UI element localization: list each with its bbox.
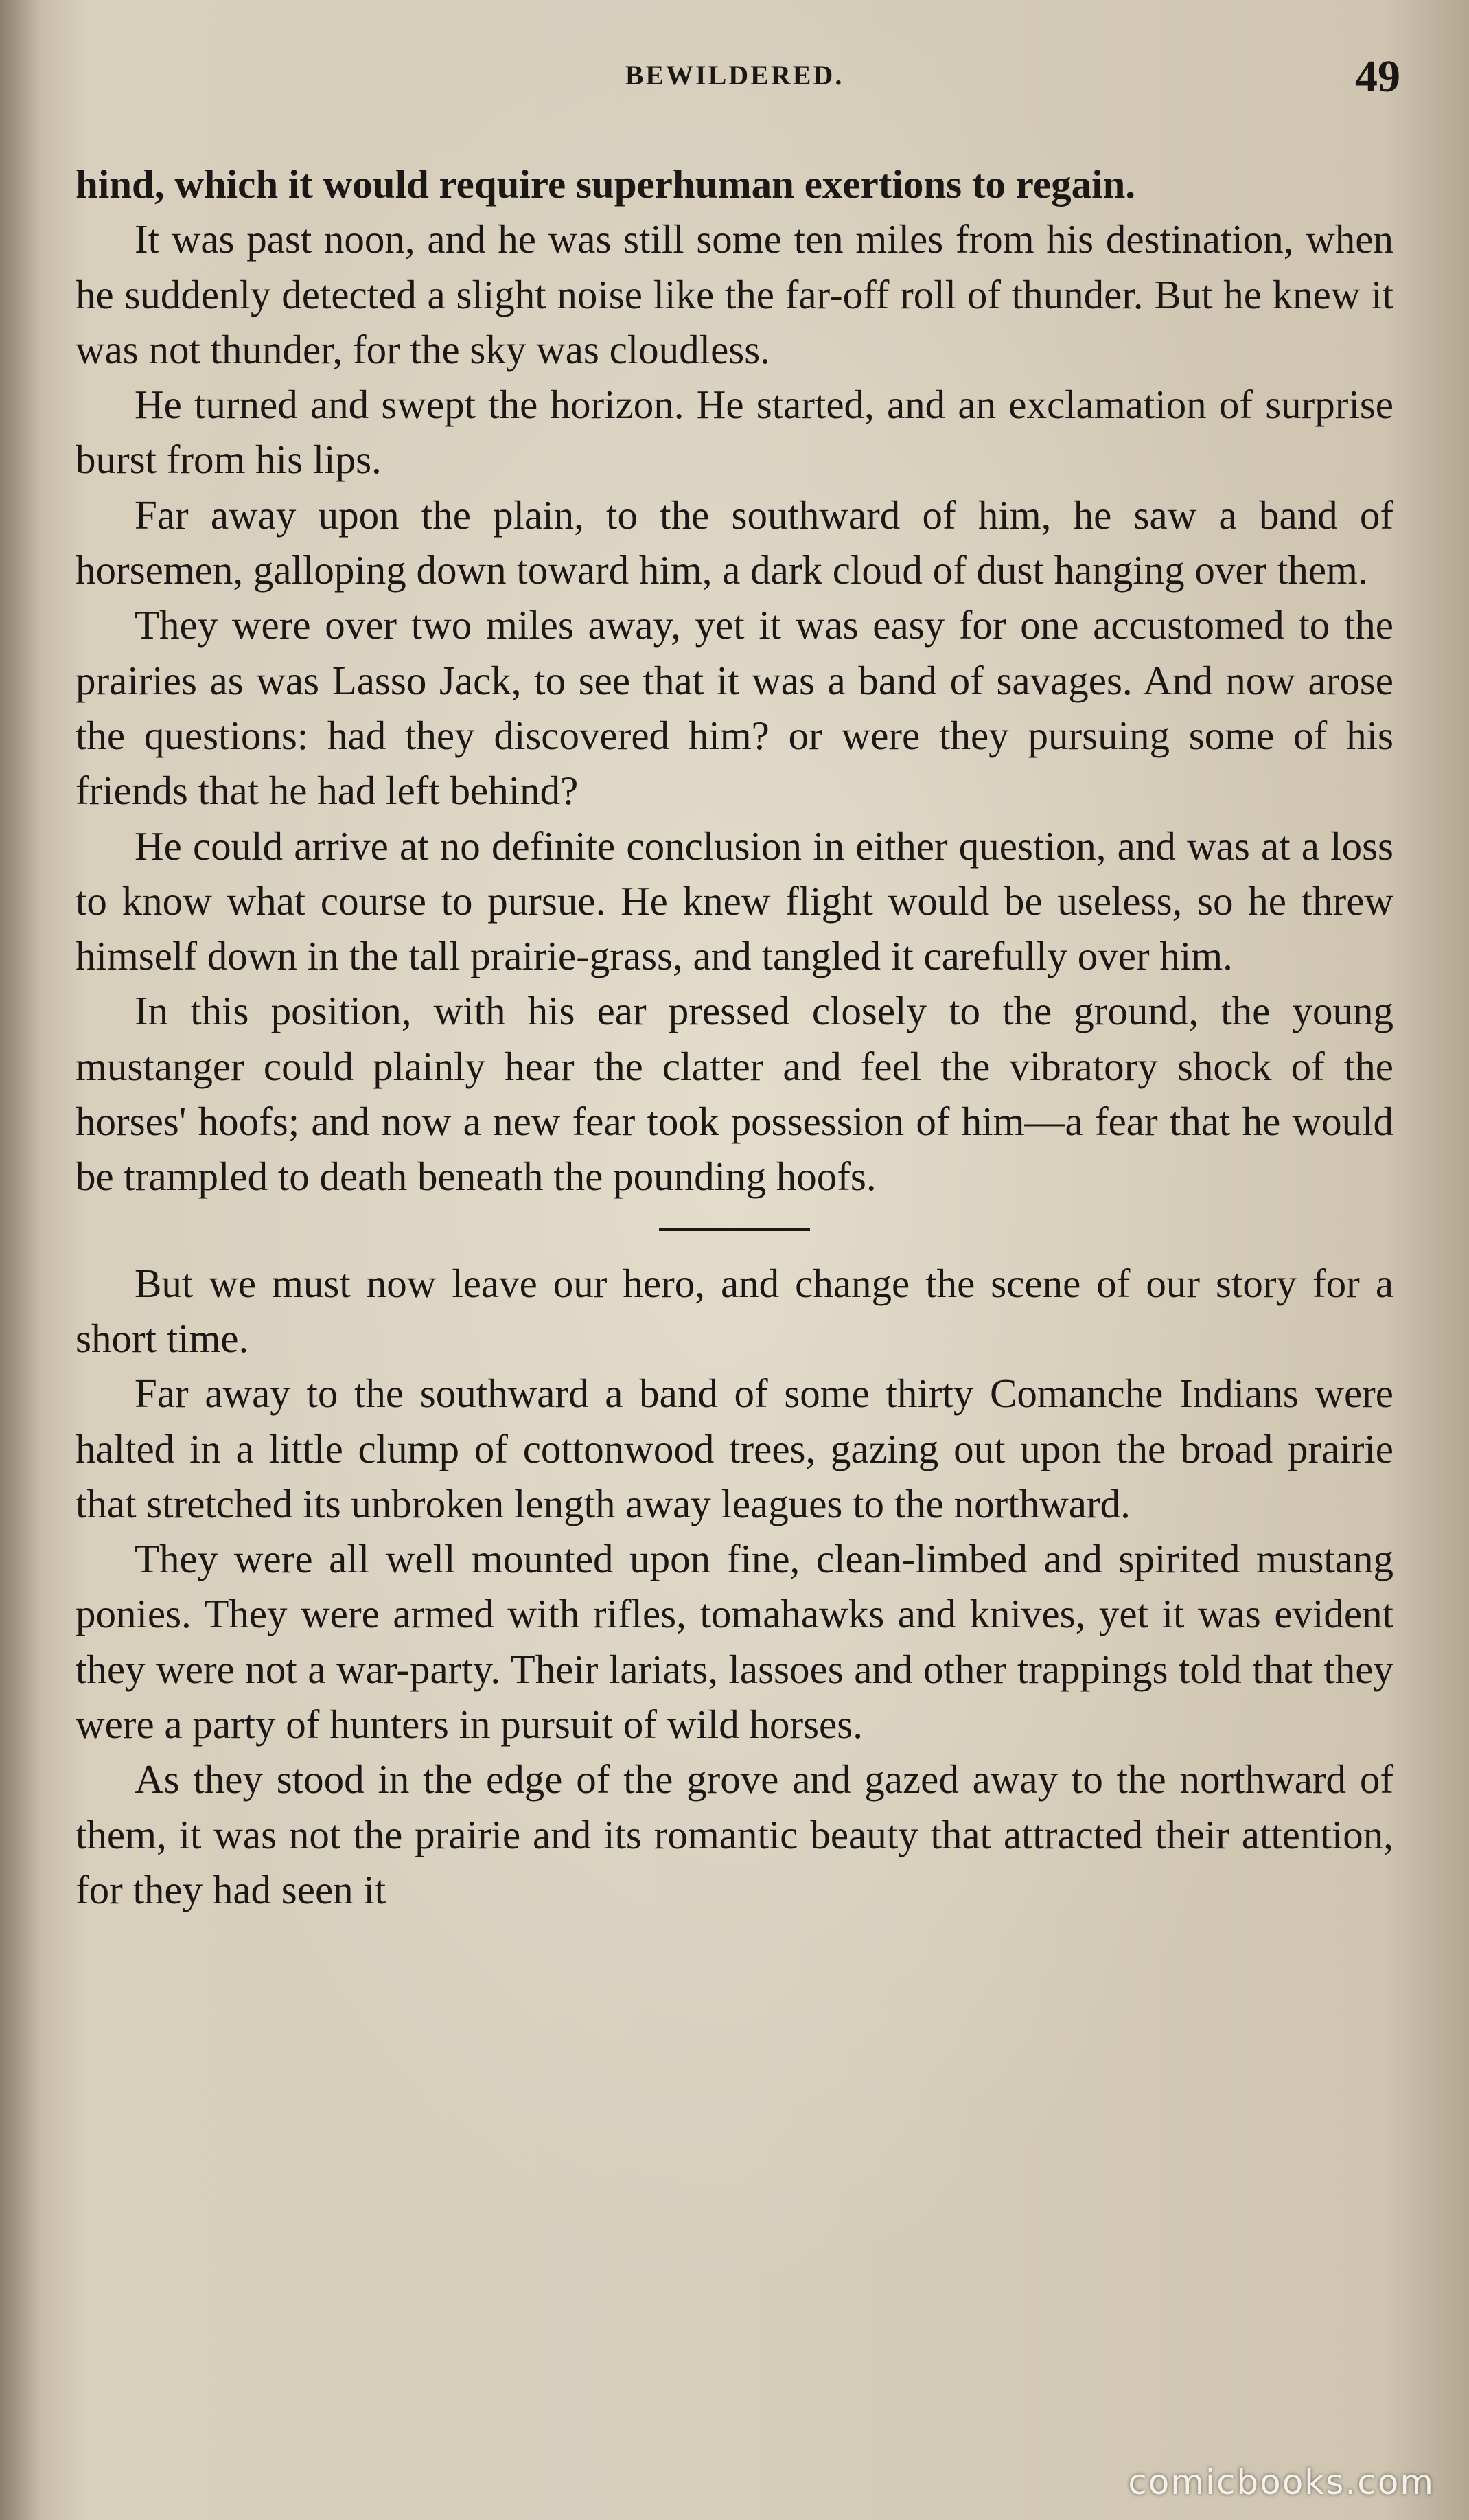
page-number: 49 (1355, 51, 1400, 102)
paragraph: They were over two miles away, yet it was easy for one accustomed to the prairies as was Lasso Jack, to see that it was a band of savages. And now arose the questions: had they discovered him? or were they pursuing some of his friends that he had left behind? (76, 602, 1393, 814)
paragraph: Far away upon the plain, to the southward of him, he saw a band of horsemen, galloping down toward him, a dark cloud of dust hanging over them. (76, 492, 1393, 593)
paragraph: Far away to the southward a band of some thirty Comanche Indians were halted in a little clump of cottonwood trees, gazing out upon the broad prairie that stretched its unbroken length away leagues to the northward. (76, 1371, 1393, 1526)
watermark: comicbooks.com (1128, 2462, 1435, 2502)
body-text (76, 157, 1393, 1917)
paragraph: It was past noon, and he was still some ten miles from his destination, when he suddenly detected a slight noise like the far-off roll of thunder. But he knew it was not thunder, for the sky was cloudless. (76, 216, 1393, 372)
running-title: BEWILDERED. (625, 60, 844, 91)
paragraph: He could arrive at no definite conclusion in either question, and was at a loss to know what course to pursue. He knew flight would be useless, so he threw himself down in the tall prairie-grass, and tangled it carefully over him. (76, 823, 1393, 979)
paragraph-continued: hind, which it would require superhuman exertions to regain. (76, 161, 1136, 207)
paragraph: In this position, with his ear pressed closely to the ground, the young mustanger could plainly hear the clatter and feel the vibratory shock of the horses' hoofs; and now a new fear took possession of him—a fear that he would be trampled to death beneath the pounding hoofs. (76, 988, 1393, 1200)
running-head (0, 51, 1469, 102)
paragraph: He turned and swept the horizon. He started, and an exclamation of surprise burst from his lips. (76, 382, 1393, 483)
paragraph: But we must now leave our hero, and change the scene of our story for a short time. (76, 1260, 1393, 1361)
page-edge-shadow (0, 0, 41, 2520)
section-divider (659, 1228, 810, 1231)
paragraph: As they stood in the edge of the grove and gazed away to the northward of them, it was not the prairie and its romantic beauty that attracted their attention, for they had seen it (76, 1756, 1393, 1912)
paragraph: They were all well mounted upon fine, clean-limbed and spirited mustang ponies. They were armed with rifles, tomahawks and knives, yet it was evident they were not a war-party. Their lariats, lassoes and other trappings told that they were a party of hunters in pursuit of wild horses. (76, 1536, 1393, 1748)
